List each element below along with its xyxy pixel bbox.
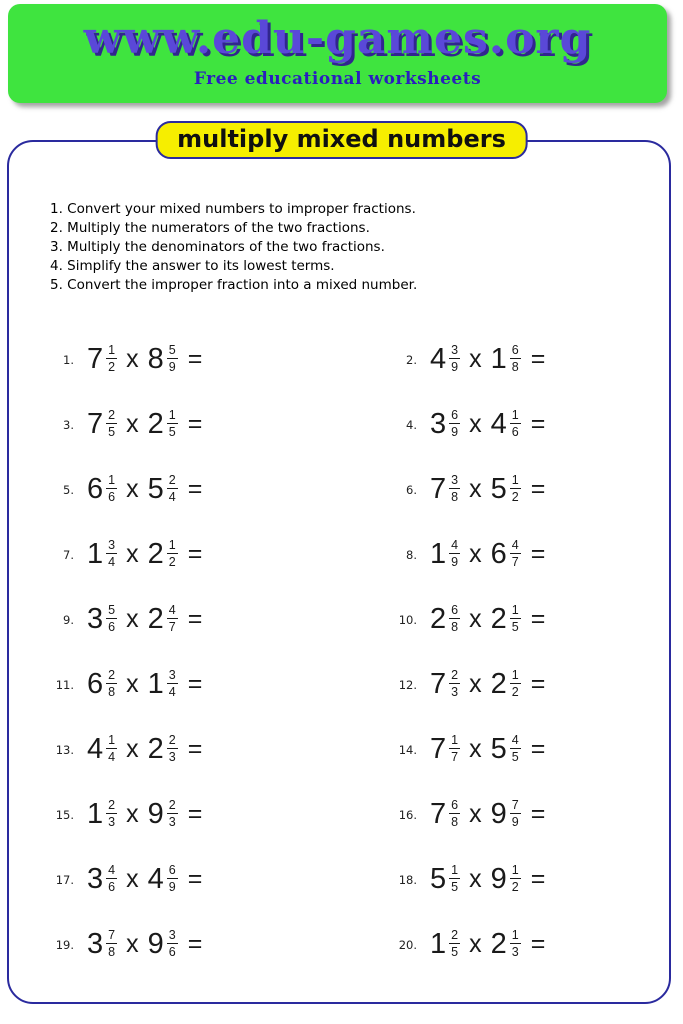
problem-item bbox=[9, 457, 339, 522]
mixed-number-whole: 2 bbox=[147, 538, 164, 570]
fraction-numerator: 1 bbox=[511, 408, 519, 423]
fraction-denominator: 6 bbox=[511, 424, 519, 439]
problem-item bbox=[339, 717, 669, 782]
multiply-operator: x bbox=[126, 410, 139, 438]
mixed-number-whole: 9 bbox=[490, 798, 507, 830]
mixed-number-whole: 4 bbox=[490, 408, 507, 440]
multiply-operator: x bbox=[469, 410, 482, 438]
fraction-denominator: 2 bbox=[511, 684, 519, 699]
multiply-operator: x bbox=[469, 800, 482, 828]
fraction bbox=[449, 473, 460, 504]
fraction-numerator: 4 bbox=[511, 733, 519, 748]
mixed-number-whole: 9 bbox=[490, 863, 507, 895]
site-banner bbox=[8, 4, 667, 103]
fraction-numerator: 1 bbox=[108, 733, 116, 748]
problem-number: 4. bbox=[406, 417, 417, 432]
problem-expression bbox=[87, 474, 202, 505]
mixed-number-whole: 2 bbox=[490, 668, 507, 700]
problem-expression bbox=[430, 734, 545, 765]
fraction-numerator: 1 bbox=[511, 603, 519, 618]
fraction-numerator: 3 bbox=[108, 538, 116, 553]
fraction bbox=[449, 538, 460, 569]
fraction-numerator: 5 bbox=[168, 343, 176, 358]
fraction bbox=[449, 668, 460, 699]
problem-item bbox=[339, 457, 669, 522]
mixed-number-whole: 6 bbox=[87, 473, 104, 505]
fraction-denominator: 3 bbox=[168, 814, 176, 829]
mixed-number-whole: 1 bbox=[430, 538, 447, 570]
mixed-number-whole: 2 bbox=[147, 408, 164, 440]
problem-expression bbox=[430, 929, 545, 960]
mixed-number-whole: 5 bbox=[490, 473, 507, 505]
fraction-denominator: 4 bbox=[168, 684, 176, 699]
problems-grid bbox=[9, 327, 669, 977]
fraction-numerator: 1 bbox=[108, 473, 116, 488]
problem-item bbox=[9, 327, 339, 392]
fraction bbox=[449, 928, 460, 959]
fraction-numerator: 6 bbox=[451, 408, 459, 423]
fraction bbox=[510, 668, 521, 699]
fraction-numerator: 3 bbox=[168, 928, 176, 943]
instruction-line: 3. Multiply the denominators of the two fractions. bbox=[50, 239, 385, 255]
fraction-denominator: 4 bbox=[108, 554, 116, 569]
fraction-denominator: 9 bbox=[168, 359, 176, 374]
mixed-number-whole: 7 bbox=[430, 668, 447, 700]
problem-expression bbox=[87, 864, 202, 895]
mixed-number-whole: 5 bbox=[147, 473, 164, 505]
fraction-denominator: 8 bbox=[451, 619, 459, 634]
fraction-denominator: 5 bbox=[168, 424, 176, 439]
problem-number: 14. bbox=[398, 742, 417, 757]
fraction-denominator: 3 bbox=[511, 944, 519, 959]
problem-expression bbox=[430, 604, 545, 635]
equals-sign: = bbox=[530, 540, 546, 568]
problem-number: 16. bbox=[398, 807, 417, 822]
mixed-number-whole: 7 bbox=[430, 473, 447, 505]
fraction-denominator: 7 bbox=[168, 619, 176, 634]
problem-item bbox=[339, 782, 669, 847]
fraction bbox=[167, 733, 178, 764]
fraction bbox=[106, 928, 117, 959]
fraction-numerator: 1 bbox=[511, 668, 519, 683]
fraction-denominator: 5 bbox=[108, 424, 116, 439]
mixed-number-whole: 7 bbox=[430, 733, 447, 765]
multiply-operator: x bbox=[126, 540, 139, 568]
problem-item bbox=[9, 587, 339, 652]
mixed-number-whole: 2 bbox=[490, 603, 507, 635]
fraction bbox=[510, 798, 521, 829]
multiply-operator: x bbox=[469, 865, 482, 893]
multiply-operator: x bbox=[126, 930, 139, 958]
equals-sign: = bbox=[187, 735, 203, 763]
instruction-line: 1. Convert your mixed numbers to improper fractions. bbox=[50, 201, 416, 217]
fraction bbox=[167, 863, 178, 894]
problem-item bbox=[9, 522, 339, 587]
fraction-numerator: 6 bbox=[451, 798, 459, 813]
fraction bbox=[167, 798, 178, 829]
problem-expression bbox=[87, 539, 202, 570]
fraction-numerator: 4 bbox=[511, 538, 519, 553]
multiply-operator: x bbox=[469, 930, 482, 958]
instruction-line: 2. Multiply the numerators of the two fractions. bbox=[50, 220, 370, 236]
fraction-numerator: 4 bbox=[108, 863, 116, 878]
fraction bbox=[510, 863, 521, 894]
mixed-number-whole: 2 bbox=[490, 928, 507, 960]
instructions-list bbox=[50, 200, 669, 295]
fraction-numerator: 6 bbox=[168, 863, 176, 878]
fraction-denominator: 9 bbox=[511, 814, 519, 829]
fraction bbox=[106, 733, 117, 764]
problem-expression bbox=[430, 669, 545, 700]
equals-sign: = bbox=[187, 345, 203, 373]
problem-expression bbox=[87, 604, 202, 635]
fraction-denominator: 3 bbox=[108, 814, 116, 829]
fraction-denominator: 9 bbox=[451, 424, 459, 439]
mixed-number-whole: 7 bbox=[430, 798, 447, 830]
fraction-numerator: 7 bbox=[511, 798, 519, 813]
fraction-numerator: 3 bbox=[451, 473, 459, 488]
fraction-denominator: 7 bbox=[451, 749, 459, 764]
multiply-operator: x bbox=[126, 735, 139, 763]
problem-number: 1. bbox=[63, 352, 74, 367]
multiply-operator: x bbox=[469, 670, 482, 698]
problem-number: 20. bbox=[398, 937, 417, 952]
mixed-number-whole: 4 bbox=[147, 863, 164, 895]
fraction-denominator: 8 bbox=[108, 684, 116, 699]
fraction-denominator: 4 bbox=[168, 489, 176, 504]
fraction-numerator: 2 bbox=[108, 798, 116, 813]
equals-sign: = bbox=[530, 410, 546, 438]
problem-item bbox=[9, 717, 339, 782]
fraction-numerator: 6 bbox=[511, 343, 519, 358]
fraction bbox=[449, 603, 460, 634]
problem-item bbox=[339, 392, 669, 457]
fraction bbox=[106, 408, 117, 439]
problem-item bbox=[9, 392, 339, 457]
fraction-numerator: 3 bbox=[168, 668, 176, 683]
site-subtitle: Free educational worksheets bbox=[193, 69, 482, 89]
fraction-denominator: 9 bbox=[451, 554, 459, 569]
equals-sign: = bbox=[187, 670, 203, 698]
fraction-denominator: 8 bbox=[108, 944, 116, 959]
fraction-denominator: 2 bbox=[168, 554, 176, 569]
equals-sign: = bbox=[530, 735, 546, 763]
multiply-operator: x bbox=[126, 865, 139, 893]
fraction-denominator: 6 bbox=[168, 944, 176, 959]
fraction-numerator: 1 bbox=[168, 538, 176, 553]
multiply-operator: x bbox=[469, 475, 482, 503]
fraction bbox=[106, 538, 117, 569]
fraction-denominator: 3 bbox=[451, 684, 459, 699]
mixed-number-whole: 2 bbox=[147, 733, 164, 765]
multiply-operator: x bbox=[126, 475, 139, 503]
fraction bbox=[510, 408, 521, 439]
problem-item bbox=[9, 912, 339, 977]
fraction bbox=[167, 668, 178, 699]
problem-number: 6. bbox=[406, 482, 417, 497]
equals-sign: = bbox=[530, 670, 546, 698]
problem-item bbox=[339, 847, 669, 912]
mixed-number-whole: 7 bbox=[87, 408, 104, 440]
mixed-number-whole: 3 bbox=[87, 603, 104, 635]
fraction-numerator: 2 bbox=[451, 928, 459, 943]
mixed-number-whole: 2 bbox=[430, 603, 447, 635]
fraction bbox=[510, 603, 521, 634]
mixed-number-whole: 3 bbox=[87, 863, 104, 895]
fraction bbox=[106, 603, 117, 634]
instruction-line: 4. Simplify the answer to its lowest terms. bbox=[50, 258, 335, 274]
site-title: www.edu-games.org bbox=[83, 13, 592, 64]
mixed-number-whole: 7 bbox=[87, 343, 104, 375]
fraction-denominator: 4 bbox=[108, 749, 116, 764]
problem-item bbox=[9, 847, 339, 912]
equals-sign: = bbox=[530, 865, 546, 893]
fraction bbox=[167, 538, 178, 569]
problem-item bbox=[339, 327, 669, 392]
fraction bbox=[510, 928, 521, 959]
fraction-denominator: 8 bbox=[451, 489, 459, 504]
problem-expression bbox=[430, 474, 545, 505]
problem-expression bbox=[430, 539, 545, 570]
fraction-denominator: 2 bbox=[511, 489, 519, 504]
fraction-denominator: 6 bbox=[108, 619, 116, 634]
problem-number: 7. bbox=[63, 547, 74, 562]
mixed-number-whole: 4 bbox=[87, 733, 104, 765]
worksheet-body bbox=[7, 140, 671, 1004]
multiply-operator: x bbox=[126, 670, 139, 698]
fraction-numerator: 4 bbox=[451, 538, 459, 553]
fraction bbox=[167, 343, 178, 374]
mixed-number-whole: 1 bbox=[147, 668, 164, 700]
fraction-denominator: 6 bbox=[108, 489, 116, 504]
equals-sign: = bbox=[530, 345, 546, 373]
fraction bbox=[449, 863, 460, 894]
fraction bbox=[106, 343, 117, 374]
fraction-numerator: 6 bbox=[451, 603, 459, 618]
equals-sign: = bbox=[187, 930, 203, 958]
fraction-denominator: 9 bbox=[168, 879, 176, 894]
mixed-number-whole: 5 bbox=[430, 863, 447, 895]
fraction-numerator: 3 bbox=[451, 343, 459, 358]
fraction bbox=[167, 928, 178, 959]
fraction-numerator: 1 bbox=[451, 863, 459, 878]
mixed-number-whole: 6 bbox=[490, 538, 507, 570]
problem-number: 12. bbox=[398, 677, 417, 692]
problem-expression bbox=[430, 799, 545, 830]
worksheet-title: multiply mixed numbers bbox=[155, 121, 528, 159]
equals-sign: = bbox=[530, 605, 546, 633]
fraction-denominator: 5 bbox=[451, 879, 459, 894]
fraction-numerator: 1 bbox=[511, 473, 519, 488]
problem-expression bbox=[430, 409, 545, 440]
problem-number: 13. bbox=[55, 742, 74, 757]
fraction-denominator: 5 bbox=[511, 749, 519, 764]
equals-sign: = bbox=[187, 410, 203, 438]
problem-number: 19. bbox=[55, 937, 74, 952]
fraction-numerator: 7 bbox=[108, 928, 116, 943]
mixed-number-whole: 5 bbox=[490, 733, 507, 765]
mixed-number-whole: 1 bbox=[87, 538, 104, 570]
fraction bbox=[106, 668, 117, 699]
mixed-number-whole: 9 bbox=[147, 928, 164, 960]
mixed-number-whole: 1 bbox=[87, 798, 104, 830]
problem-number: 5. bbox=[63, 482, 74, 497]
problem-expression bbox=[87, 344, 202, 375]
fraction-denominator: 7 bbox=[511, 554, 519, 569]
problem-item bbox=[9, 652, 339, 717]
fraction-numerator: 4 bbox=[168, 603, 176, 618]
fraction-numerator: 1 bbox=[451, 733, 459, 748]
mixed-number-whole: 4 bbox=[430, 343, 447, 375]
fraction bbox=[449, 798, 460, 829]
mixed-number-whole: 1 bbox=[490, 343, 507, 375]
fraction-numerator: 2 bbox=[108, 408, 116, 423]
fraction bbox=[167, 603, 178, 634]
fraction-numerator: 5 bbox=[108, 603, 116, 618]
problem-expression bbox=[87, 734, 202, 765]
mixed-number-whole: 9 bbox=[147, 798, 164, 830]
mixed-number-whole: 6 bbox=[87, 668, 104, 700]
fraction bbox=[449, 408, 460, 439]
problem-number: 11. bbox=[55, 677, 74, 692]
problem-expression bbox=[87, 409, 202, 440]
fraction bbox=[167, 408, 178, 439]
fraction bbox=[106, 798, 117, 829]
fraction bbox=[510, 538, 521, 569]
fraction bbox=[510, 733, 521, 764]
problem-number: 10. bbox=[398, 612, 417, 627]
problem-number: 17. bbox=[55, 872, 74, 887]
fraction bbox=[106, 473, 117, 504]
equals-sign: = bbox=[187, 605, 203, 633]
problem-expression bbox=[87, 799, 202, 830]
equals-sign: = bbox=[530, 475, 546, 503]
multiply-operator: x bbox=[126, 605, 139, 633]
fraction bbox=[510, 343, 521, 374]
problem-item bbox=[9, 782, 339, 847]
problem-item bbox=[339, 587, 669, 652]
equals-sign: = bbox=[187, 865, 203, 893]
fraction-denominator: 2 bbox=[108, 359, 116, 374]
fraction bbox=[167, 473, 178, 504]
fraction-denominator: 2 bbox=[511, 879, 519, 894]
problem-number: 3. bbox=[63, 417, 74, 432]
problem-expression bbox=[430, 344, 545, 375]
multiply-operator: x bbox=[469, 540, 482, 568]
problem-number: 15. bbox=[55, 807, 74, 822]
equals-sign: = bbox=[187, 540, 203, 568]
mixed-number-whole: 2 bbox=[147, 603, 164, 635]
mixed-number-whole: 3 bbox=[87, 928, 104, 960]
multiply-operator: x bbox=[469, 735, 482, 763]
problem-item bbox=[339, 652, 669, 717]
fraction-denominator: 5 bbox=[451, 944, 459, 959]
instruction-line: 5. Convert the improper fraction into a mixed number. bbox=[50, 277, 418, 293]
mixed-number-whole: 3 bbox=[430, 408, 447, 440]
problem-number: 2. bbox=[406, 352, 417, 367]
multiply-operator: x bbox=[126, 800, 139, 828]
fraction-denominator: 8 bbox=[451, 814, 459, 829]
fraction-denominator: 6 bbox=[108, 879, 116, 894]
fraction-denominator: 9 bbox=[451, 359, 459, 374]
fraction-numerator: 1 bbox=[168, 408, 176, 423]
fraction-numerator: 2 bbox=[168, 798, 176, 813]
mixed-number-whole: 1 bbox=[430, 928, 447, 960]
problem-expression bbox=[430, 864, 545, 895]
fraction-denominator: 3 bbox=[168, 749, 176, 764]
fraction bbox=[106, 863, 117, 894]
equals-sign: = bbox=[187, 800, 203, 828]
problem-number: 18. bbox=[398, 872, 417, 887]
multiply-operator: x bbox=[469, 345, 482, 373]
fraction-numerator: 2 bbox=[451, 668, 459, 683]
fraction bbox=[510, 473, 521, 504]
fraction-numerator: 2 bbox=[168, 733, 176, 748]
problem-item bbox=[339, 522, 669, 587]
multiply-operator: x bbox=[469, 605, 482, 633]
equals-sign: = bbox=[187, 475, 203, 503]
problem-expression bbox=[87, 929, 202, 960]
problem-item bbox=[339, 912, 669, 977]
fraction-numerator: 1 bbox=[108, 343, 116, 358]
problem-number: 8. bbox=[406, 547, 417, 562]
fraction-numerator: 2 bbox=[168, 473, 176, 488]
problem-number: 9. bbox=[63, 612, 74, 627]
fraction bbox=[449, 733, 460, 764]
multiply-operator: x bbox=[126, 345, 139, 373]
fraction bbox=[449, 343, 460, 374]
fraction-numerator: 1 bbox=[511, 928, 519, 943]
mixed-number-whole: 8 bbox=[147, 343, 164, 375]
fraction-denominator: 8 bbox=[511, 359, 519, 374]
problem-expression bbox=[87, 669, 202, 700]
fraction-denominator: 5 bbox=[511, 619, 519, 634]
fraction-numerator: 2 bbox=[108, 668, 116, 683]
equals-sign: = bbox=[530, 800, 546, 828]
equals-sign: = bbox=[530, 930, 546, 958]
fraction-numerator: 1 bbox=[511, 863, 519, 878]
